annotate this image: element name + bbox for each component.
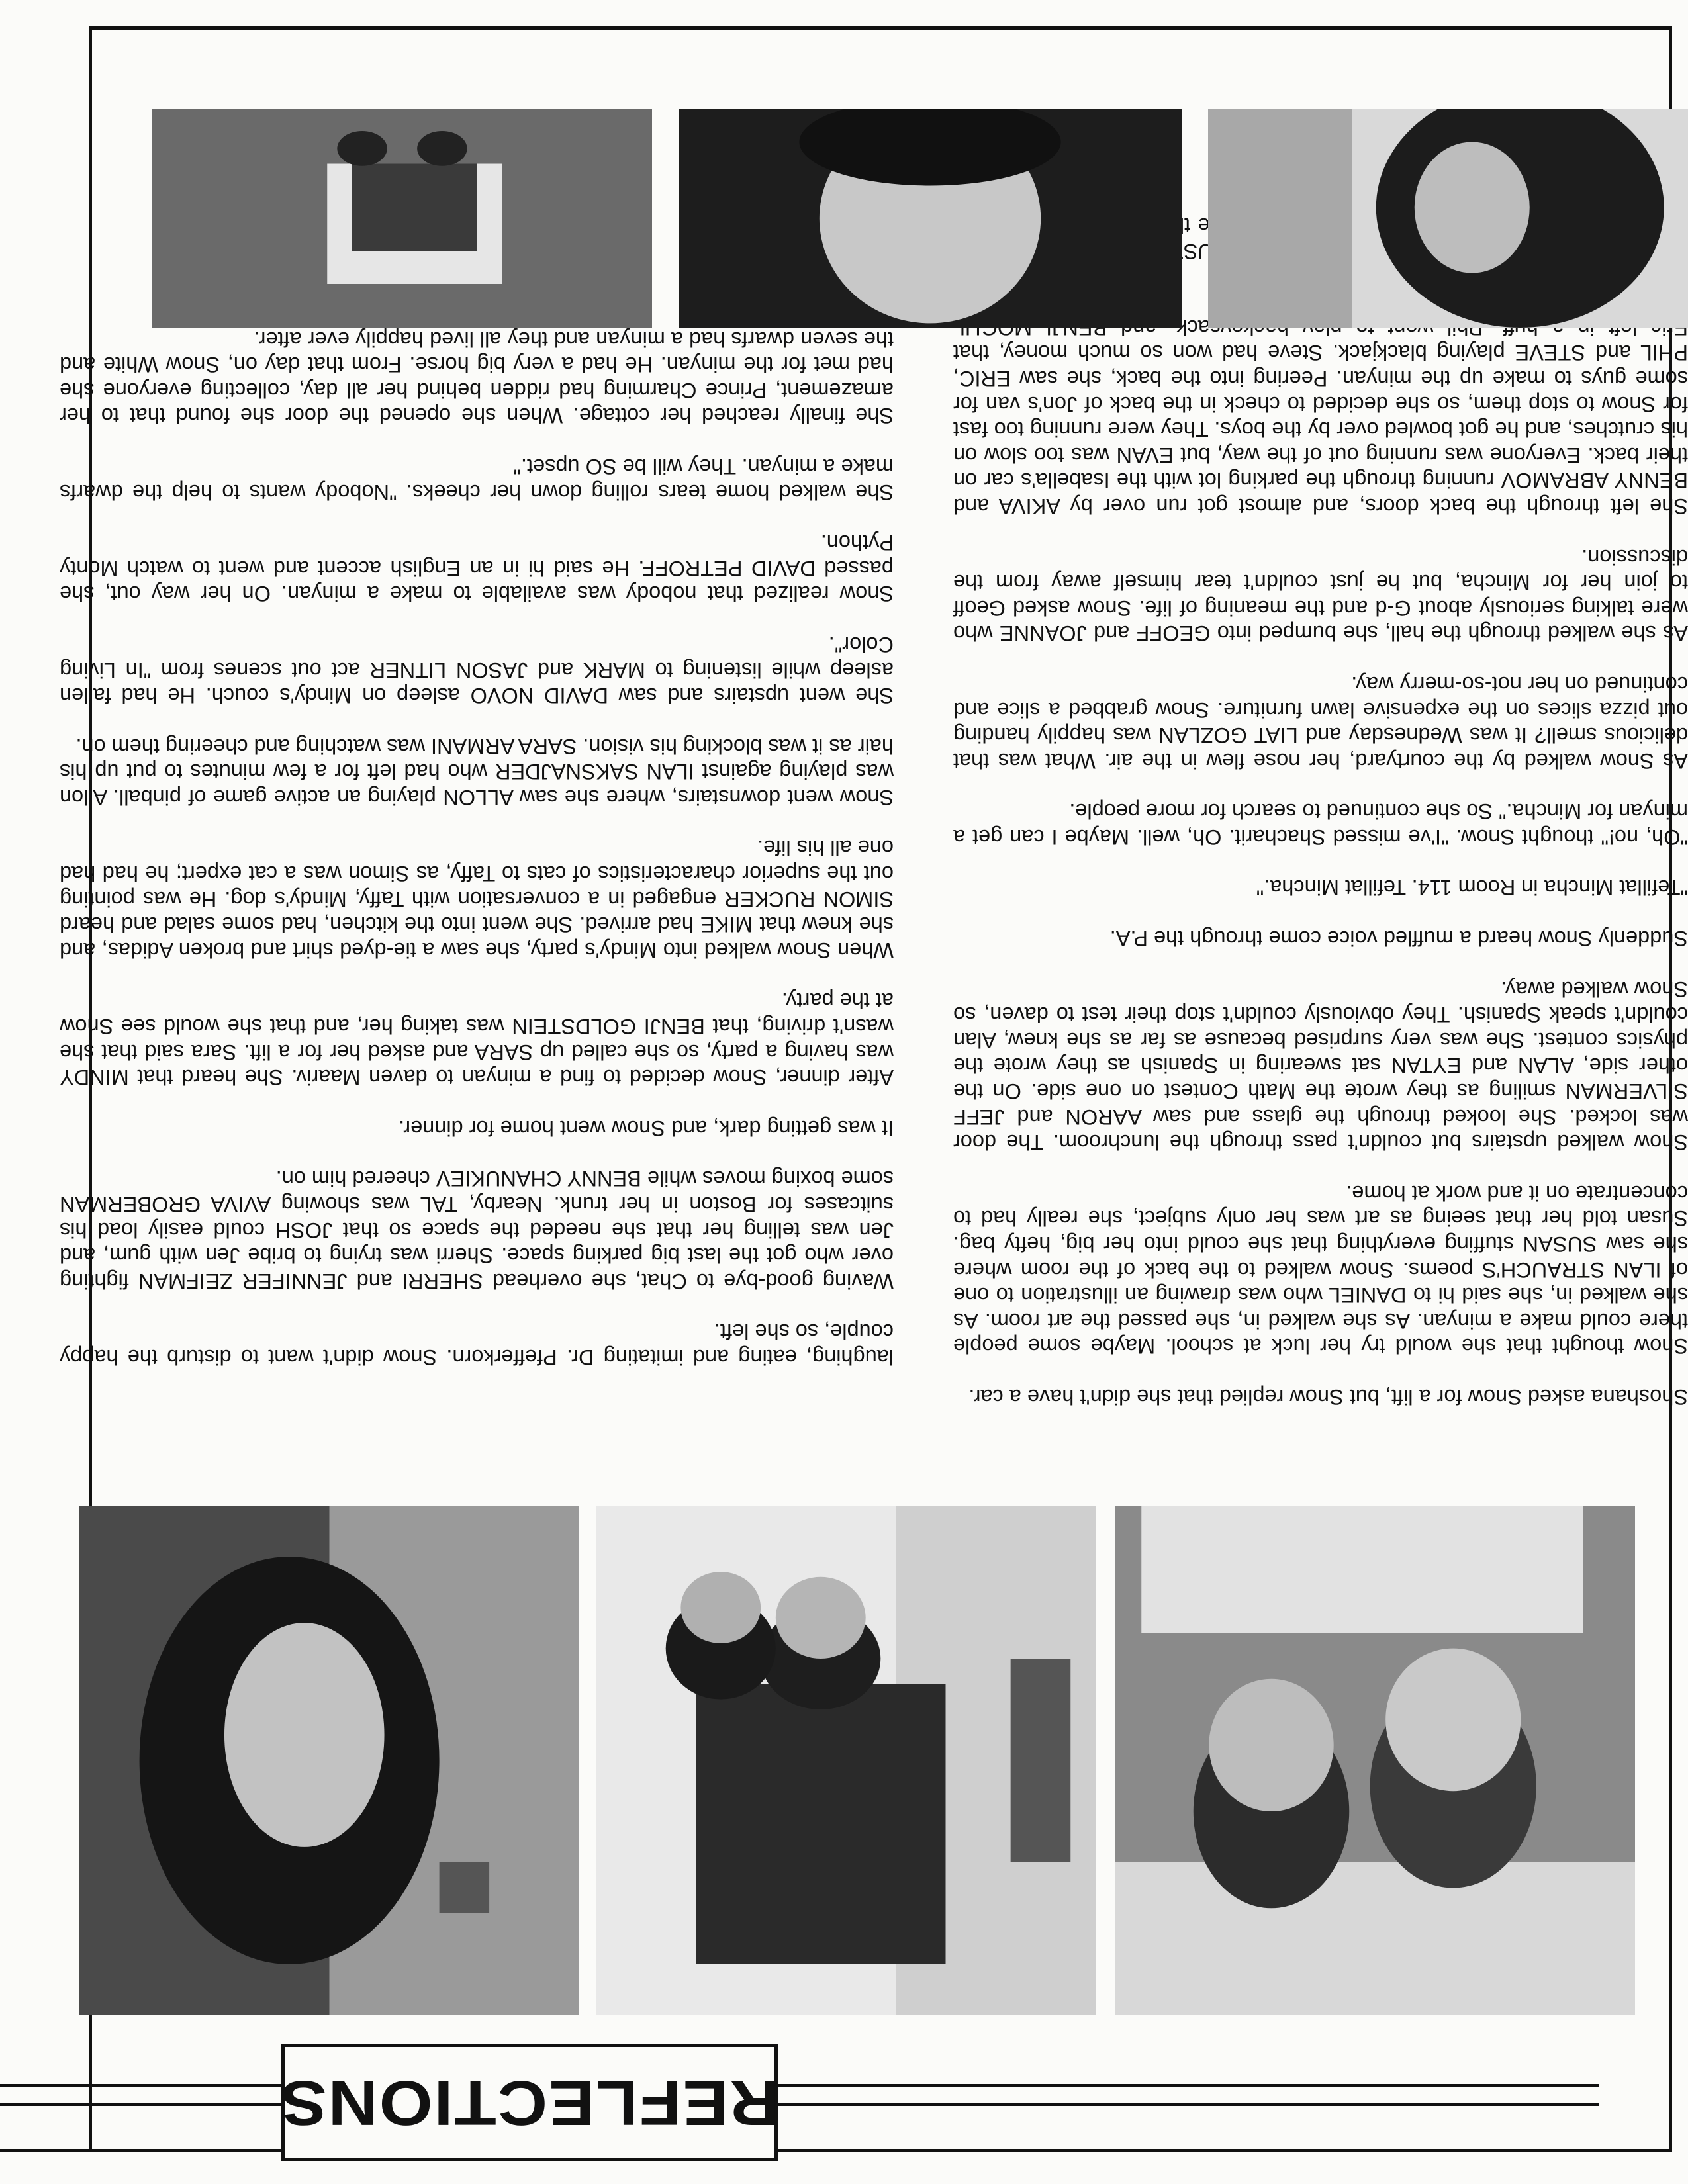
paragraph: laughing, eating and imitating Dr. Pfefferkorn. Snow didn't want to disturb the happy couple, so she left.: [60, 1320, 894, 1369]
paragraph: "Oh, no!" thought Snow. "I've missed Shacharit. Oh, well. Maybe I can get a minyan for Mincha." So she continued to search for more people.: [953, 799, 1688, 849]
paragraph: Shoshana asked Snow for a lift, but Snow replied that she didn't have a car.: [968, 1385, 1688, 1409]
photo-two-boys: [1115, 1506, 1635, 2015]
story-column-left: [60, 301, 894, 1370]
banner-rule-upper: [0, 2103, 1599, 2106]
frame-top-rule: [0, 2149, 1672, 2152]
paragraph: Snow went downstairs, where she saw ALLON playing an active game of pinball. Allon was playing against ILAN SAKSNAJDER who had left for a few minutes to put up his hair as it was blocking his vision. SARA ARMANI was watching and cheering them on.: [60, 734, 894, 809]
photo-girl-laughing: [79, 1506, 579, 2015]
paragraph: She finally reached her cottage. When she opened the door she found that to her amazement, Prince Charming had ridden behind her all day, collecting everyone she had met for the minyan. He had a very big horse. From that day on, Snow White and the seven dwarfs had a minyan and they all lived happily ever after.: [60, 327, 894, 428]
paragraph: After dinner, Snow decided to find a minyan to daven Maariv. She heard that MINDY was having a party, so she called up SARA and asked her for a lift. Sara said that she wasn't driving, that BENJI GOLDSTEIN was taking her, and that she would see Snow at the party.: [60, 989, 894, 1090]
page-title: REFLECTIONS: [279, 2068, 780, 2138]
paragraph: Snow thought that she would try her luck at school. Maybe some people there could make a minyan. As she walked in, she passed the art room. As she walked in, she said hi to DANIEL who was drawing an illustration to one of ILAN STRAUCH'S poems. Snow walked to the back of the room where she saw SUSAN stuffing everything that she could into her big, hefty bag. Susan told her that seeing as art was her only subject, she really had to concentrate on it and work at home.: [953, 1181, 1688, 1359]
paragraph: She went upstairs and saw DAVID NOVO asleep on Mindy's couch. He had fallen asleep while listening to MARK and JASON LITNER act out scenes from "In Living Color".: [60, 632, 894, 708]
paragraph: She left through the back doors, and almost got run over by AKIVA and BENNY ABRAMOV running through the parking lot with the Isabella's car on their back. Everyone was running out of the way, but EVAN was too slow on his crutches, and he got bowled over by the boys. They were running too fast for Snow to stop them, so she decided to check in the back of Jon's van for some guys to make up the minyan. Peering into the back, she saw ERIC, PHIL and STEVE playing blackjack. Steve had won so much money, that: [953, 341, 1688, 518]
story-column-right: [953, 162, 1688, 1410]
photo-two-girls-outdoors: [152, 109, 652, 328]
title-banner: [281, 2044, 778, 2161]
banner-rule-lower: [0, 2084, 1599, 2087]
paragraph: Snow realized that nobody was available to make a minyan. On her way out, she passed DAVID PETROFF. He said hi in an English accent and went to watch Monty Python.: [60, 531, 894, 606]
photo-two-girls: [596, 1506, 1096, 2015]
paragraph: Suddenly Snow heard a muffled voice come through the P.A.: [1109, 927, 1688, 951]
paragraph: When Snow walked into Mindy's party, she saw a tie-dyed shirt and broken Adidas, and she knew that MIKE had arrived. She went into the kitchen, had some salad and heard SIMON RUCKER engaged in a conversation with Taffy, Mindy's dog. He was pointing out the superior characteristics of cats to Taffy, as Simon was a cat expert; he had had one all his life.: [60, 836, 894, 962]
photo-girl-writing: [1208, 109, 1688, 328]
photo-boy-closeup: [679, 109, 1182, 328]
paragraph: It was getting dark, and Snow went home for dinner.: [399, 1116, 894, 1140]
paragraph: As she walked through the hall, she bumped into GEOFF and JOANNE who were talking seriously about G-d and the meaning of life. Snow asked Geoff to join her for Mincha, but he just couldn't tear himself away from the discussion.: [953, 545, 1688, 646]
paragraph: JUSTIN: [1149, 239, 1225, 263]
paragraph: She walked home tears rolling down her cheeks. "Nobody wants to help the dwarfs make a minyan. They will be SO upset.": [60, 454, 894, 504]
paragraph: As Snow walked by the courtyard, her nose flew in the air. What was that delicious smell? It was Wednesday and LIAT GOZLAN was happily handing out pizza slices on the expensive lawn furniture. Snow grabbed a slice and continued on her not-so-merry way.: [953, 672, 1688, 773]
paragraph: Waving good-bye to Chat, she overhead SHERRI and JENNIFER ZEIFMAN fighting over who got the last big parking space. Sherri was trying to bribe Jen with gum, and Jen was telling her that she needed the space so that JOSH could easily load his suitcases for Boston in her trunk. Nearby, TAL was showing AVIVA GROBERMAN some boxing moves while BENNY CHANUKIEV cheered him on.: [60, 1167, 894, 1293]
paragraph: "Tefillat Mincha in Room 114. Tefillat Mincha.": [1256, 876, 1688, 900]
paragraph: Snow walked upstairs but couldn't pass through the lunchroom. The door was locked. She looked through the glass and saw AARON and JEFF SILVERMAN smiling as they wrote the Math Contest on one side. On the other side, ALAN and EYTAN sat swearing in Spanish as they wrote the physics contest. She was very surprised because as far as she knew, Alan couldn't speak Spanish. They obviously couldn't stop their test to daven, so Snow walked away.: [953, 977, 1688, 1155]
